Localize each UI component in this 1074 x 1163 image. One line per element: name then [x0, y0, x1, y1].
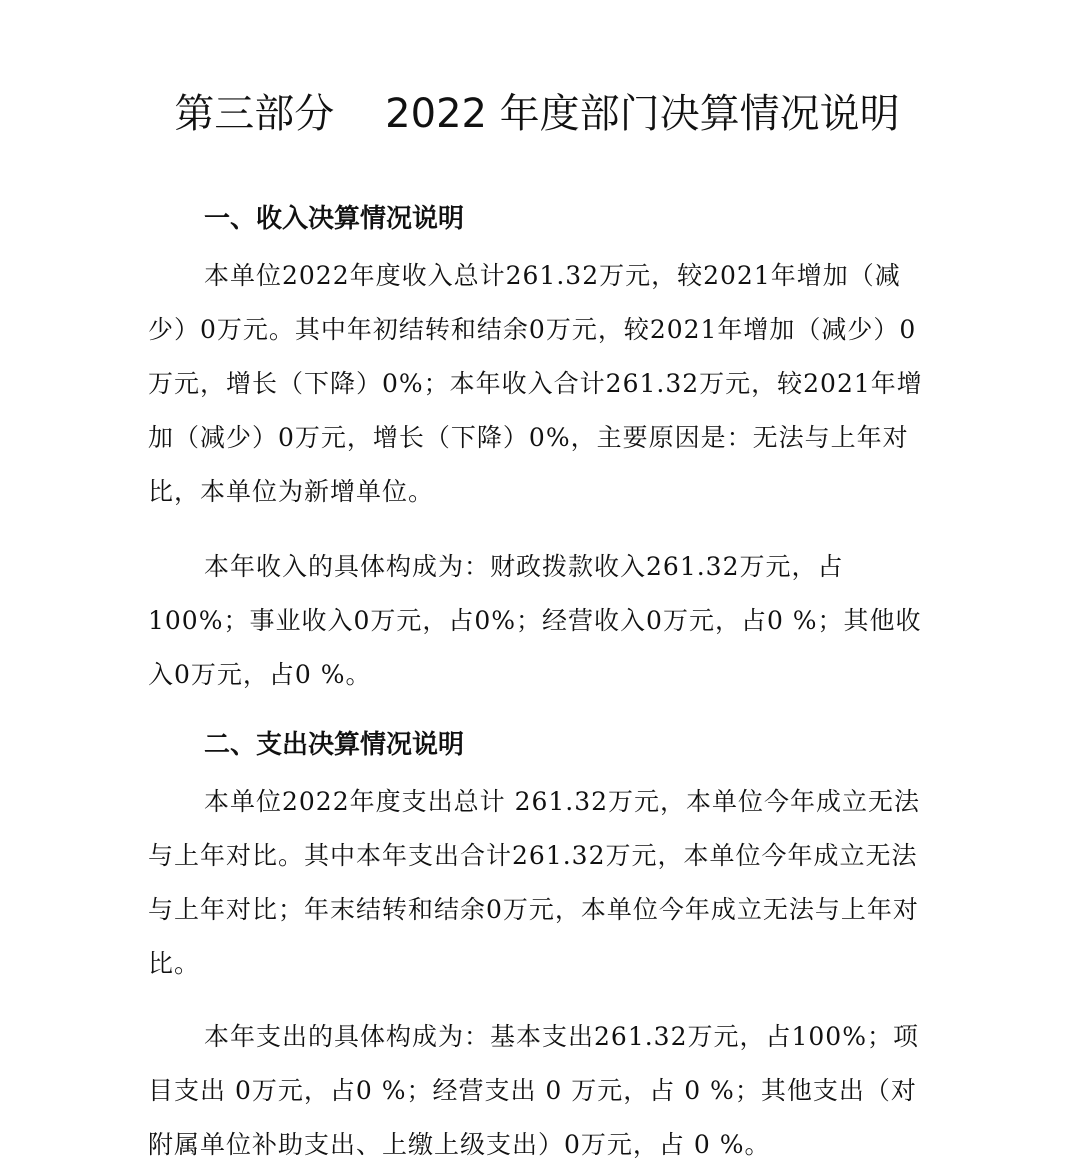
page-title: 第三部分 2022 年度部门决算情况说明: [174, 91, 900, 137]
income-composition-paragraph: 本年收入的具体构成为：财政拨款收入261.32万元，占100%；事业收入0万元，占0%；经营收入0万元，占0 %；其他收入0万元，占0 %。: [148, 552, 922, 689]
section-heading-income: 一、收入决算情况说明: [204, 204, 465, 234]
income-summary-paragraph: 本单位2022年度收入总计261.32万元，较2021年增加（减少）0万元。其中年初结转和结余0万元，较2021年增加（减少）0万元，增长（下降）0%；本年收入合计261.32万元，较2021年增加（减少）0万元，增长（下降）0%，主要原因是：无法与上年对比，本单位为新增单位。: [148, 261, 923, 506]
section-heading-expenditure: 二、支出决算情况说明: [204, 730, 465, 760]
expenditure-summary-paragraph: 本单位2022年度支出总计 261.32万元，本单位今年成立无法与上年对比。其中本年支出合计261.32万元，本单位今年成立无法与上年对比；年末结转和结余0万元，本单位今年成立无法与上年对比。: [148, 787, 921, 978]
expenditure-composition-paragraph: 本年支出的具体构成为：基本支出261.32万元，占100%；项目支出 0万元，占0 %；经营支出 0 万元，占 0 %；其他支出（对附属单位补助支出、上缴上级支出）0万元，占 0 %。: [148, 1022, 919, 1159]
